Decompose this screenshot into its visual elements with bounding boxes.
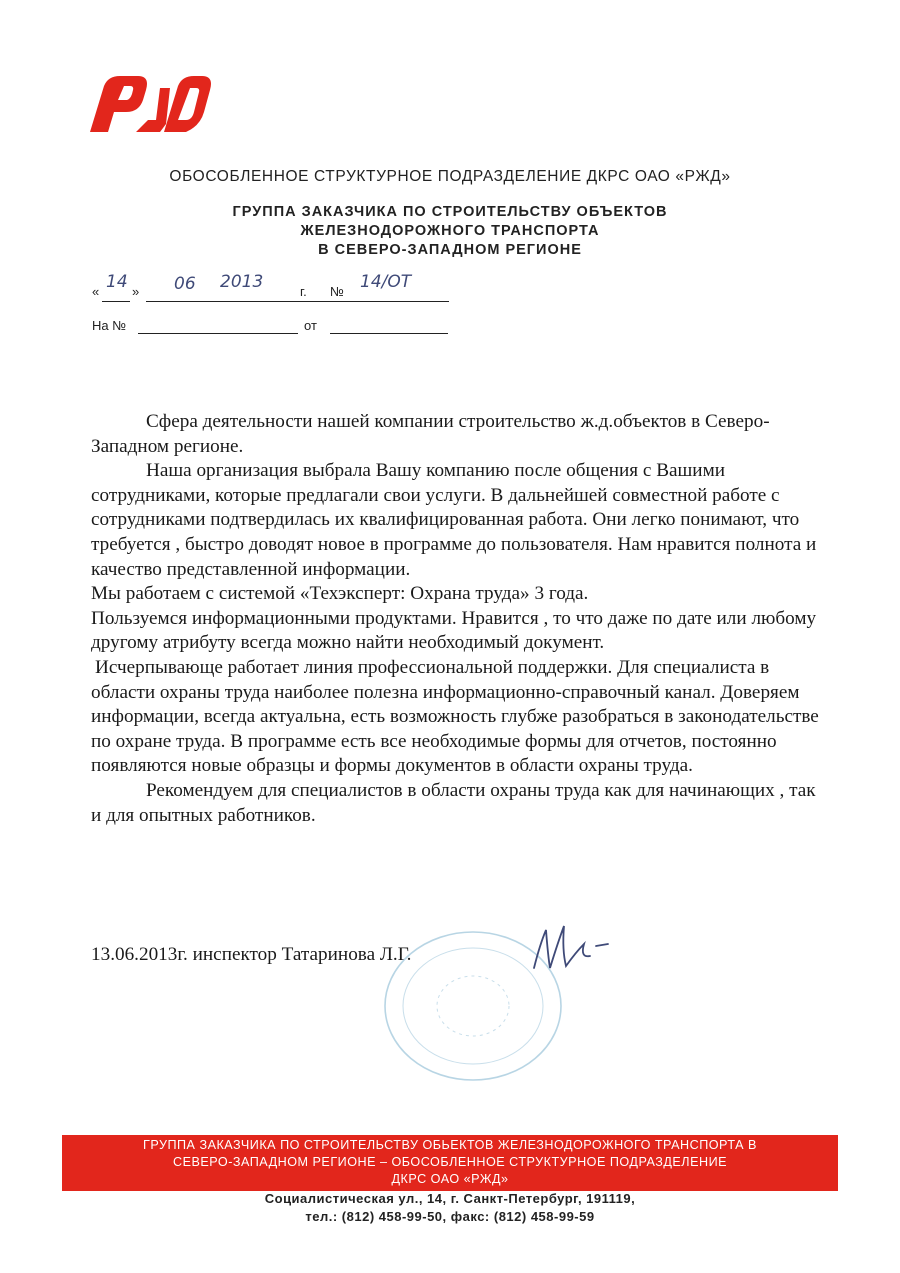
- year-suffix: г.: [300, 284, 307, 299]
- from-label: от: [304, 318, 317, 333]
- in-reply-label: На №: [92, 318, 127, 333]
- group-title-line-2: ЖЕЛЕЗНОДОРОЖНОГО ТРАНСПОРТА: [300, 223, 600, 239]
- group-title-line-3: В СЕВЕРО-ЗАПАДНОМ РЕГИОНЕ: [318, 242, 582, 258]
- signature-line: 13.06.2013г. инспектор Татаринова Л.Г.: [91, 944, 412, 965]
- org-line: ОБОСОБЛЕННОЕ СТРУКТУРНОЕ ПОДРАЗДЕЛЕНИЕ ДКРС ОАО «РЖД»: [169, 168, 731, 185]
- footer-band: [62, 1135, 838, 1191]
- group-title: [0, 203, 900, 260]
- footer-band-line-2: СЕВЕРО-ЗАПАДНОМ РЕГИОНЕ – ОБОСОБЛЕННОЕ СТРУКТУРНОЕ ПОДРАЗДЕЛЕНИЕ: [172, 1155, 728, 1169]
- handwritten-year: 2013: [220, 272, 264, 292]
- footer-contacts: [0, 1190, 900, 1226]
- footer-phones: тел.: (812) 458-99-50, факс: (812) 458-99-59: [305, 1209, 595, 1224]
- paragraph-2: Наша организация выбрала Вашу компанию после общения с Вашими сотрудниками, которые предлагали свои услуги. В дальнейшей совместной работе с сотрудниками подтвердилась их квалифицированная работа. Они легко понимают, что требуется , быстро доводят новое в программе до пользователя. Нам нравится полнота и качество представленной информации.: [91, 460, 817, 580]
- letter-body: [91, 410, 826, 828]
- rzd-logo: [86, 72, 216, 134]
- handwritten-signature: [520, 916, 620, 976]
- footer-band-line-1: ГРУППА ЗАКАЗЧИКА ПО СТРОИТЕЛЬСТВУ ОБЬЕКТОВ ЖЕЛЕЗНОДОРОЖНОГО ТРАНСПОРТА В: [143, 1138, 757, 1152]
- handwritten-month: 06: [174, 274, 196, 294]
- group-title-line-1: ГРУППА ЗАКАЗЧИКА ПО СТРОИТЕЛЬСТВУ ОБЪЕКТОВ: [232, 204, 668, 220]
- number-sign: №: [330, 284, 344, 299]
- paragraph-4: Пользуемся информационными продуктами. Нравится , то что даже по дате или любому другому атрибуту всегда можно найти необходимый документ.: [91, 607, 817, 654]
- paragraph-5: Исчерпывающе работает линия профессиональной поддержки. Для специалиста в области охраны труда наиболее полезна информационно-справочный канал. Доверяем информации, всегда актуальна, есть возможность глубже разобраться в законодательстве по охране труда. В программе есть все необходимые формы для отчетов, постоянно появляются новые образцы и формы документов в области охраны труда.: [91, 656, 819, 777]
- paragraph-3: Мы работаем с системой «Техэксперт: Охрана труда» 3 года.: [91, 583, 589, 605]
- paragraph-1: Сфера деятельности нашей компании строительство ж.д.объектов в Северо-Западном регионе.: [91, 411, 770, 457]
- open-quote: «: [92, 284, 100, 299]
- paragraph-6: Рекомендуем для специалистов в области охраны труда как для начинающих , так и для опытных работников.: [91, 779, 816, 826]
- footer-band-line-3: ДКРС ОАО «РЖД»: [391, 1172, 509, 1186]
- footer-address: Социалистическая ул., 14, г. Санкт-Петербург, 191119,: [264, 1191, 636, 1206]
- handwritten-number: 14/ОТ: [360, 272, 412, 292]
- close-quote: »: [132, 284, 140, 299]
- handwritten-day: 14: [106, 272, 128, 292]
